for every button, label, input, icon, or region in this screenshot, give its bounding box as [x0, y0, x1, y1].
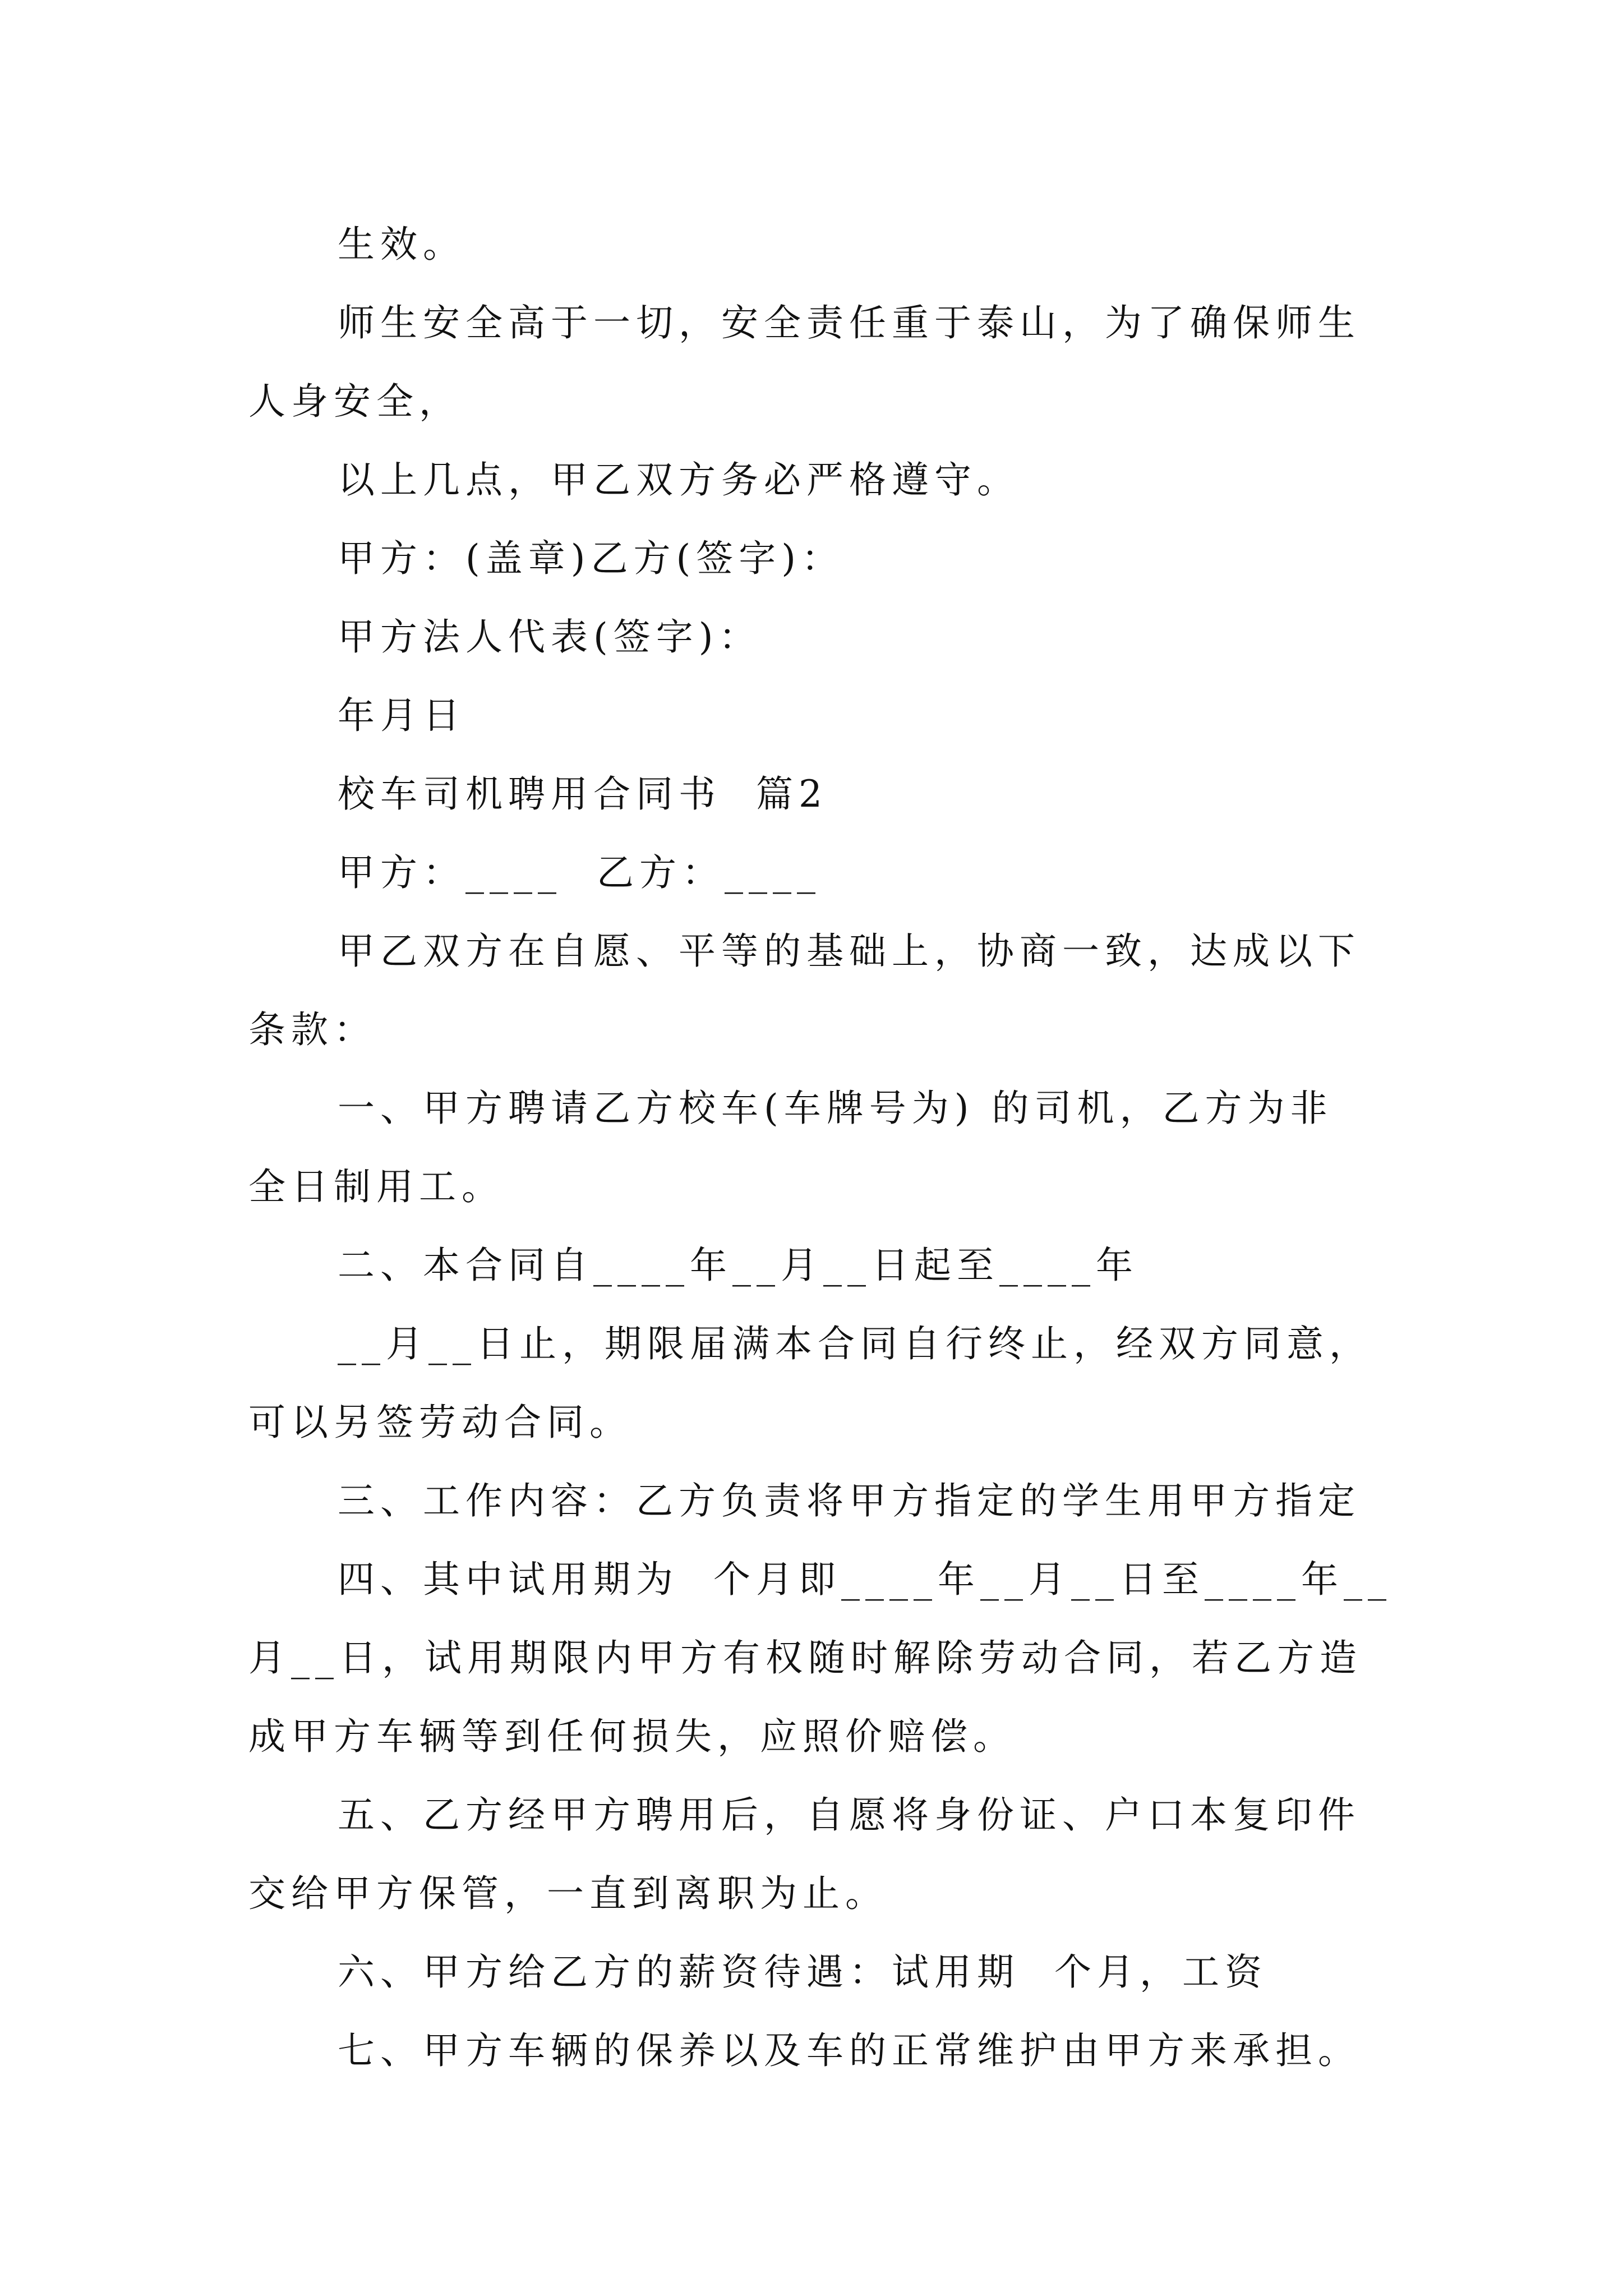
paragraph-line: 二、本合同自____年__月__日起至____年: [338, 1244, 1138, 1287]
paragraph-line: 条款：: [248, 1008, 376, 1051]
paragraph-line: 三、工作内容：乙方负责将甲方指定的学生用甲方指定: [338, 1479, 1361, 1522]
paragraph-line: 甲方：____ 乙方：____: [338, 851, 821, 894]
paragraph-line: 师生安全高于一切，安全责任重于泰山，为了确保师生: [338, 301, 1361, 344]
paragraph-line: 六、甲方给乙方的薪资待遇：试用期 个月，工资: [338, 1950, 1267, 1994]
paragraph-line: 生效。: [338, 223, 465, 266]
paragraph-line: 五、乙方经甲方聘用后，自愿将身份证、户口本复印件: [338, 1793, 1361, 1837]
paragraph-line: 交给甲方保管，一直到离职为止。: [248, 1872, 888, 1915]
paragraph-line: 月__日，试用期限内甲方有权随时解除劳动合同，若乙方造: [248, 1636, 1362, 1680]
paragraph-line: 甲方：(盖章)乙方(签字)：: [338, 537, 844, 580]
paragraph-line: 人身安全，: [248, 380, 462, 423]
section-heading: 校车司机聘用合同书 篇2: [338, 772, 828, 816]
paragraph-line: __月__日止，期限届满本合同自行终止，经双方同意，: [338, 1322, 1372, 1365]
paragraph-line: 可以另签劳动合同。: [248, 1401, 632, 1444]
paragraph-line: 甲方法人代表(签字)：: [338, 615, 762, 659]
paragraph-line: 全日制用工。: [248, 1165, 504, 1208]
paragraph-line: 年月日: [338, 694, 465, 737]
paragraph-line: 成甲方车辆等到任何损失，应照价赔偿。: [248, 1715, 1016, 1758]
paragraph-line: 四、其中试用期为 个月即____年__月__日至____年__: [338, 1558, 1392, 1601]
paragraph-line: 七、甲方车辆的保养以及车的正常维护由甲方来承担。: [338, 2029, 1361, 2072]
paragraph-line: 以上几点，甲乙双方务必严格遵守。: [338, 458, 1020, 501]
paragraph-line: 一、甲方聘请乙方校车(车牌号为) 的司机，乙方为非: [338, 1087, 1333, 1130]
paragraph-line: 甲乙双方在自愿、平等的基础上，协商一致，达成以下: [338, 930, 1361, 973]
